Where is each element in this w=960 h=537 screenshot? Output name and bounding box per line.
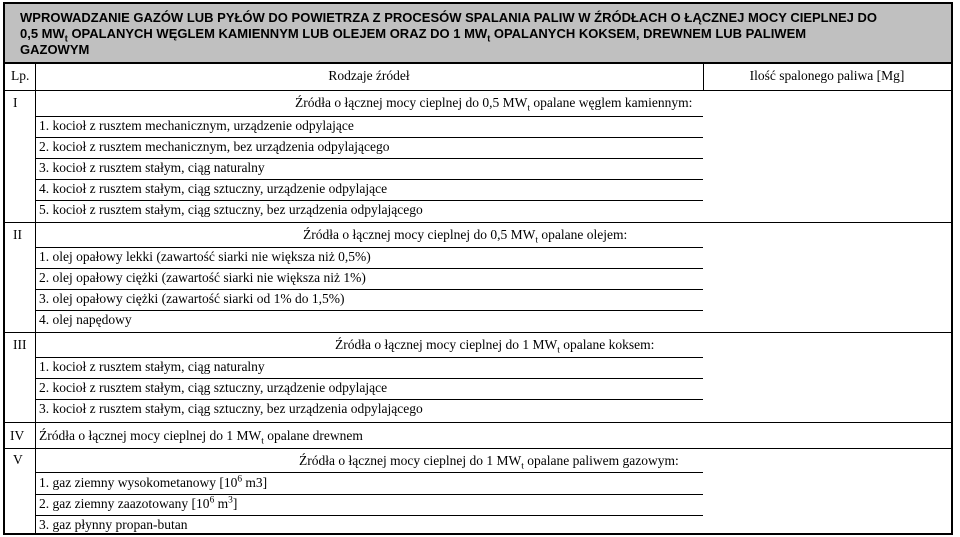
emissions-form-table bbox=[3, 2, 953, 535]
header-sources: Rodzaje źródeł bbox=[328, 68, 410, 83]
table-title bbox=[20, 10, 940, 58]
row-divider bbox=[35, 247, 703, 248]
section-4-heading-sub: t bbox=[261, 436, 264, 447]
section-2-number: II bbox=[13, 227, 22, 242]
row-divider bbox=[35, 357, 703, 358]
row-divider bbox=[35, 310, 703, 311]
title-line-2c: OPALANYCH KOKSEM, DREWNEM LUB PALIWEM bbox=[490, 26, 807, 41]
list-item: 1. kocioł z rusztem stałym, ciąg naturalny bbox=[39, 359, 265, 374]
section-2-heading-b: opalane olejem: bbox=[538, 227, 628, 242]
section-3-heading-b: opalane koksem: bbox=[559, 337, 655, 352]
title-line-2a: 0,5 MW bbox=[20, 26, 65, 41]
gas-item-1-a: 1. gaz ziemny wysokometanowy [10 bbox=[39, 475, 238, 490]
title-subscript-2: t bbox=[487, 33, 491, 44]
title-subscript-1: t bbox=[64, 33, 68, 44]
list-item: 1. kocioł z rusztem mechanicznym, urządzenie odpylające bbox=[39, 118, 354, 133]
list-item: 3. kocioł z rusztem stałym, ciąg sztuczny, bez urządzenia odpylającego bbox=[39, 401, 423, 416]
table-title-bar bbox=[5, 4, 951, 64]
section-5-number: V bbox=[13, 452, 23, 467]
list-item: 2. kocioł z rusztem mechanicznym, bez urządzenia odpylającego bbox=[39, 139, 390, 154]
section-3-heading-a: Źródła o łącznej mocy cieplnej do 1 MW bbox=[335, 337, 558, 352]
row-divider bbox=[35, 200, 703, 201]
row-divider bbox=[35, 116, 703, 117]
gas-item-2-c: ] bbox=[232, 496, 238, 511]
section-4-heading-a: Źródła o łącznej mocy cieplnej do 1 MW bbox=[39, 428, 262, 443]
section-4-heading-b: opalane drewnem bbox=[263, 428, 363, 443]
section-2-heading-a: Źródła o łącznej mocy cieplnej do 0,5 MW bbox=[303, 227, 536, 242]
list-item: 1. olej opałowy lekki (zawartość siarki nie większa niż 0,5%) bbox=[39, 249, 371, 264]
row-divider bbox=[35, 515, 703, 516]
gas-item-1-sup: 6 bbox=[237, 474, 243, 485]
section-4-heading bbox=[39, 428, 363, 447]
section-5-heading-a: Źródła o łącznej mocy cieplnej do 1 MW bbox=[299, 453, 522, 468]
row-divider bbox=[35, 472, 703, 473]
section-divider bbox=[5, 222, 951, 223]
section-3-heading-sub: t bbox=[557, 345, 560, 356]
list-item: 4. olej napędowy bbox=[39, 312, 132, 327]
section-1-heading-b: opalane węglem kamiennym: bbox=[530, 95, 693, 110]
row-divider bbox=[35, 399, 703, 400]
section-divider bbox=[5, 332, 951, 333]
list-item: 2. kocioł z rusztem stałym, ciąg sztuczny, urządzenie odpylające bbox=[39, 380, 388, 395]
section-divider bbox=[5, 422, 951, 423]
header-bottom-border bbox=[5, 90, 951, 91]
section-1-heading-a: Źródła o łącznej mocy cieplnej do 0,5 MW bbox=[295, 95, 528, 110]
gas-item-2-b: m bbox=[214, 496, 229, 511]
gas-item-1-b: m3] bbox=[242, 475, 268, 490]
title-line-2b: OPALANYCH WĘGLEM KAMIENNYM LUB OLEJEM ORAZ DO 1 MW bbox=[67, 26, 488, 41]
section-5-heading bbox=[299, 453, 679, 472]
section-2-heading-sub: t bbox=[535, 235, 539, 246]
section-5-heading-b: opalane paliwem gazowym: bbox=[523, 453, 679, 468]
list-item: 3. gaz płynny propan-butan bbox=[39, 517, 188, 532]
list-item: 4. kocioł z rusztem stałym, ciąg sztuczny, urządzenie odpylające bbox=[39, 181, 388, 196]
section-4-number: IV bbox=[10, 428, 25, 443]
gas-item-2-a: 2. gaz ziemny zaazotowany [10 bbox=[39, 496, 210, 511]
list-item: 3. olej opałowy ciężki (zawartość siarki od 1% do 1,5%) bbox=[39, 291, 345, 306]
list-item: 2. olej opałowy ciężki (zawartość siarki nie większa niż 1%) bbox=[39, 270, 366, 285]
row-divider bbox=[35, 378, 703, 379]
section-3-heading bbox=[335, 337, 655, 356]
section-1-heading bbox=[295, 95, 693, 114]
section-1-number: I bbox=[13, 95, 18, 110]
list-item: 3. kocioł z rusztem stałym, ciąg naturalny bbox=[39, 160, 265, 175]
section-5-heading-sub: t bbox=[521, 461, 524, 472]
header-fuel-amount: Ilość spalonego paliwa [Mg] bbox=[749, 68, 905, 83]
row-divider bbox=[35, 494, 703, 495]
row-divider bbox=[35, 268, 703, 269]
list-item: 5. kocioł z rusztem stałym, ciąg sztuczny, bez urządzenia odpylającego bbox=[39, 202, 423, 217]
section-2-heading bbox=[303, 227, 628, 246]
section-divider bbox=[5, 448, 951, 449]
gas-item-2-sup2: 3 bbox=[228, 495, 233, 506]
row-divider bbox=[35, 137, 703, 138]
column-divider-lp bbox=[35, 62, 36, 533]
title-line-3: GAZOWYM bbox=[20, 42, 90, 57]
list-item bbox=[39, 475, 267, 491]
section-3-number: III bbox=[13, 337, 27, 352]
section-1-heading-sub: t bbox=[527, 103, 531, 114]
header-lp: Lp. bbox=[11, 68, 30, 83]
title-line-1: WPROWADZANIE GAZÓW LUB PYŁÓW DO POWIETRZA Z PROCESÓW SPALANIA PALIW W ŹRÓDŁACH O ŁĄCZNEJ MOCY CIEPLNEJ DO bbox=[20, 10, 878, 25]
gas-item-2-sup: 6 bbox=[209, 495, 215, 506]
row-divider bbox=[35, 289, 703, 290]
list-item bbox=[39, 496, 237, 512]
row-divider bbox=[35, 179, 703, 180]
row-divider bbox=[35, 158, 703, 159]
